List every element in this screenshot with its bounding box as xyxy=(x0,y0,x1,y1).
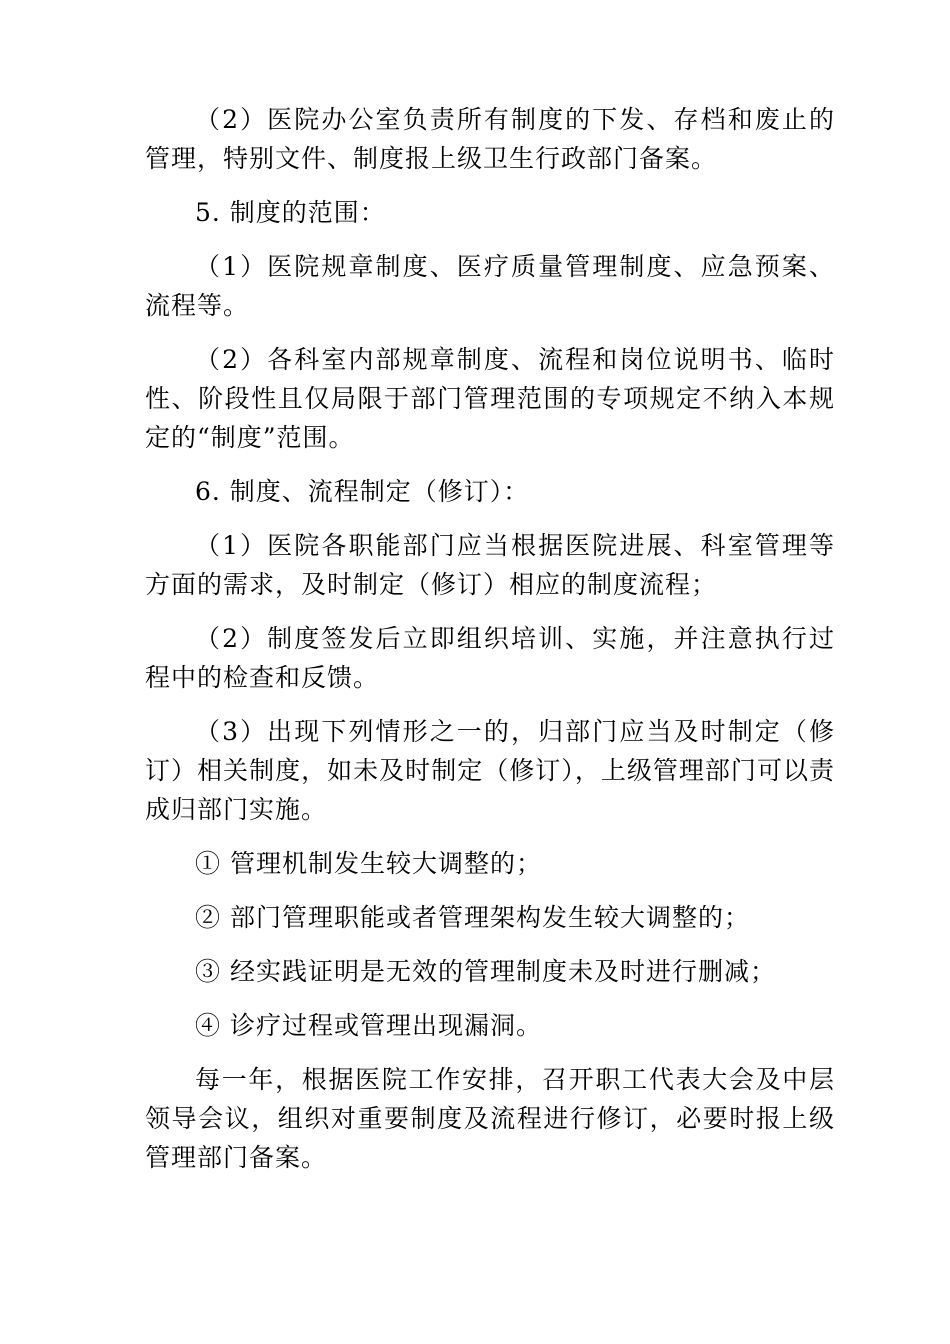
paragraph-scope-2: （2）各科室内部规章制度、流程和岗位说明书、临时性、阶段性且仅局限于部门管理范围的专项规定不纳入本规定的“制度”范围。 xyxy=(145,345,835,452)
list-item-circle-4: ④ 诊疗过程或管理出现漏洞。 xyxy=(195,1011,542,1040)
paragraph-formulation-3: （3）出现下列情形之一的，归部门应当及时制定（修订）相关制度，如未及时制定（修订），上级管理部门可以责成归部门实施。 xyxy=(145,717,835,824)
list-item-circle-2: ② 部门管理职能或者管理架构发生较大调整的； xyxy=(195,903,750,932)
list-item-circle-1: ① 管理机制发生较大调整的； xyxy=(195,849,542,878)
paragraph-scope-1: （1）医院规章制度、医疗质量管理制度、应急预案、流程等。 xyxy=(145,252,835,320)
paragraph-office-management: （2）医院办公室负责所有制度的下发、存档和废止的管理，特别文件、制度报上级卫生行政部门备案。 xyxy=(145,105,835,173)
section-heading-scope: 5. 制度的范围： xyxy=(195,198,386,227)
paragraph-annual-revision: 每一年，根据医院工作安排，召开职工代表大会及中层领导会议，组织对重要制度及流程进行修订，必要时报上级管理部门备案。 xyxy=(145,1065,835,1172)
section-heading-formulation: 6. 制度、流程制定（修订）： xyxy=(195,477,530,506)
paragraph-formulation-1: （1）医院各职能部门应当根据医院进展、科室管理等方面的需求，及时制定（修订）相应的制度流程； xyxy=(145,531,835,599)
paragraph-formulation-2: （2）制度签发后立即组织培训、实施，并注意执行过程中的检查和反馈。 xyxy=(145,624,835,692)
list-item-circle-3: ③ 经实践证明是无效的管理制度未及时进行删减； xyxy=(195,957,776,986)
document-body xyxy=(145,100,835,1192)
